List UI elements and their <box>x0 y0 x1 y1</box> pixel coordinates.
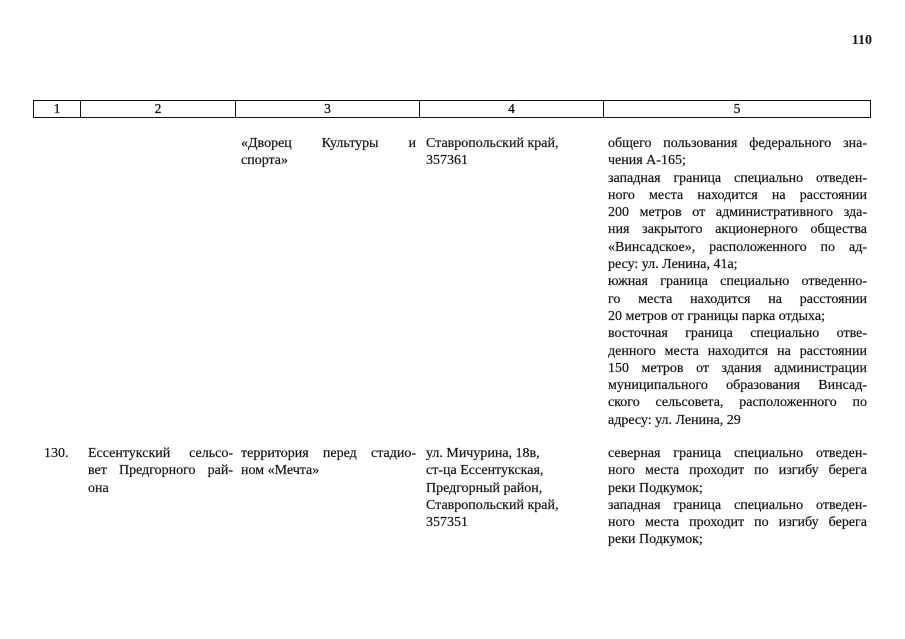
text-line: Предгорный район, <box>426 480 543 496</box>
paragraph <box>88 445 233 497</box>
text-line: го места находится на расстоянии <box>608 291 867 307</box>
paragraph <box>608 135 867 170</box>
text-line: муниципального образования Винсад- <box>608 378 867 394</box>
paragraph <box>426 445 598 531</box>
text-line: 20 метров от границы парка отдыха; <box>608 308 825 324</box>
text-line: ского сельсовета, расположенного по <box>608 395 867 411</box>
text-line: она <box>88 480 109 496</box>
header-cell-5: 5 <box>603 101 870 117</box>
text-line: ния закрытого акционерного общества <box>608 222 867 238</box>
text-line: западная граница специально отведен- <box>608 497 867 513</box>
paragraph <box>44 445 78 462</box>
paragraph <box>608 497 867 549</box>
text-line: Ставропольский край, <box>426 136 559 151</box>
text-line: 150 метров от здания администрации <box>608 360 867 376</box>
cell-address <box>426 445 598 531</box>
table-row <box>0 445 905 548</box>
text-line: северная граница специально отведен- <box>608 446 867 461</box>
cell-place <box>241 445 416 480</box>
cell-address <box>426 135 598 170</box>
text-line: Ессентукский сельсо- <box>88 446 233 461</box>
cell-locality <box>88 445 233 497</box>
text-line: Ставропольский край, <box>426 497 559 513</box>
text-line: спорта» <box>241 153 289 169</box>
paragraph <box>608 273 867 325</box>
text-line: ном «Мечта» <box>241 463 320 479</box>
paragraph <box>426 135 598 170</box>
text-line: западная граница специально отведен- <box>608 170 867 186</box>
text-line: адресу: ул. Ленина, 29 <box>608 412 741 428</box>
text-line: территория перед стадио- <box>241 446 416 461</box>
text-line: ул. Мичурина, 18в, <box>426 446 540 461</box>
text-line: реки Подкумок; <box>608 532 703 548</box>
text-line: южная граница специально отведенно- <box>608 274 867 290</box>
table-row <box>0 135 905 428</box>
paragraph <box>241 135 416 170</box>
text-line: вет Предгорного рай- <box>88 463 233 479</box>
cell-place <box>241 135 416 170</box>
text-line: 130. <box>44 446 69 461</box>
header-cell-4: 4 <box>419 101 603 117</box>
text-line: 200 метров от административного зда- <box>608 205 867 221</box>
text-line: «Винсадское», расположенного по ад- <box>608 239 867 255</box>
header-cell-2: 2 <box>80 101 235 117</box>
text-line: реки Подкумок; <box>608 480 703 496</box>
text-line: 357361 <box>426 153 468 169</box>
text-line: ст-ца Ессентукская, <box>426 463 544 479</box>
text-line: ного места проходит по изгибу берега <box>608 463 867 479</box>
text-line: общего пользования федерального зна- <box>608 136 867 151</box>
paragraph <box>241 445 416 480</box>
header-cell-1: 1 <box>53 101 61 116</box>
text-line: ного места находится на расстоянии <box>608 187 867 203</box>
paragraph <box>608 445 867 497</box>
text-line: 357351 <box>426 515 468 531</box>
text-line: «Дворец Культуры и <box>241 136 416 151</box>
text-line: восточная граница специально отве- <box>608 326 867 342</box>
page-number: 110 <box>851 33 872 48</box>
paragraph <box>608 325 867 429</box>
paragraph <box>608 170 867 274</box>
cell-number <box>44 445 78 462</box>
text-line: ного места проходит по изгибу берега <box>608 515 867 531</box>
text-line: чения А-165; <box>608 153 686 169</box>
text-line: ресу: ул. Ленина, 41а; <box>608 257 738 273</box>
text-line: денного места находится на расстоянии <box>608 343 867 359</box>
table-header <box>33 100 871 118</box>
cell-boundaries <box>608 135 867 429</box>
header-cell-3: 3 <box>235 101 419 117</box>
cell-boundaries <box>608 445 867 549</box>
